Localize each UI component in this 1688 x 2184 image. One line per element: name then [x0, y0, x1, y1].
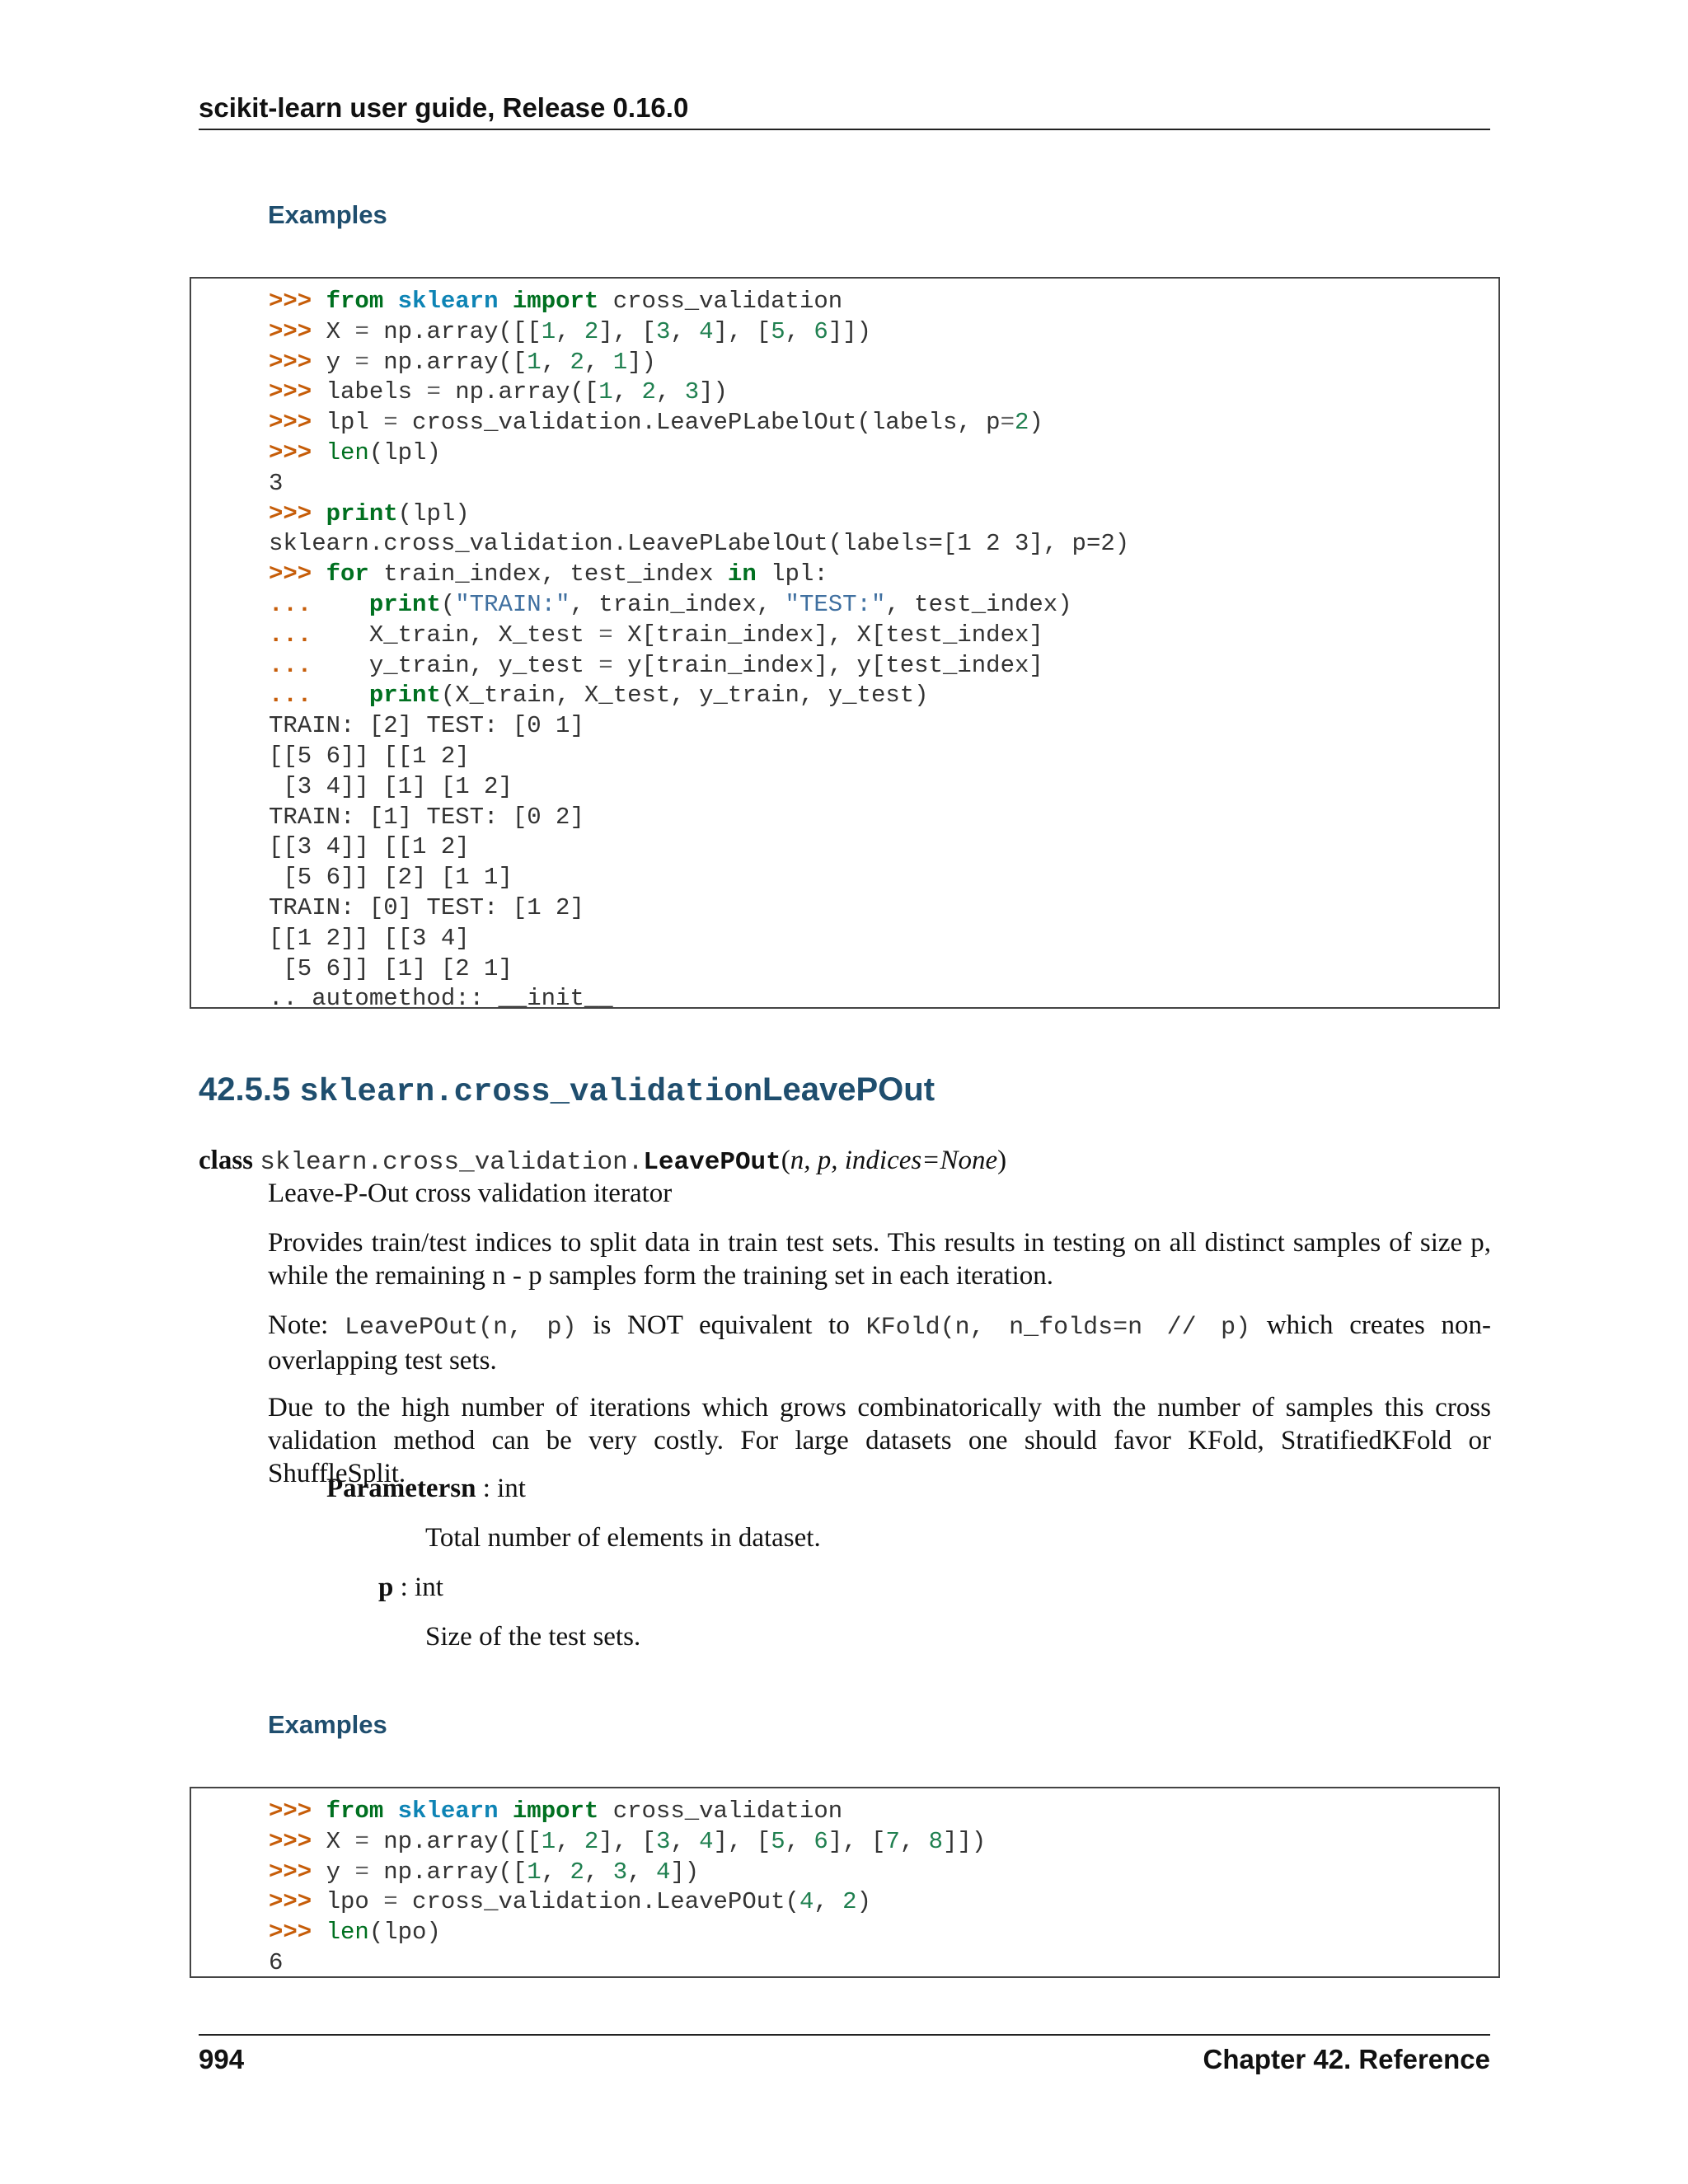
code-token: 2: [641, 378, 656, 406]
code-token: 2: [842, 1888, 857, 1916]
param-p-type: : int: [393, 1572, 443, 1602]
code-token: ], [: [598, 317, 656, 345]
code-token: ,: [556, 317, 584, 345]
code-line: [269, 863, 1498, 893]
code-token: print: [326, 499, 398, 527]
code-token: >>>: [269, 1797, 326, 1825]
code-token: 3: [655, 317, 671, 345]
code-token: [383, 1797, 397, 1825]
code-token: import: [512, 1797, 599, 1825]
code-token: cross_validation.LeavePLabelOut(labels, p: [397, 409, 1001, 437]
code-token: cross_validation.LeavePOut(: [397, 1888, 799, 1916]
note-mid: is NOT equivalent to: [576, 1310, 866, 1340]
description-paragraph-1: Provides train/test indices to split data in train test sets. This results in testing on all distinct samples of size p, while the remaining n - p samples form the training set in each iteration.: [268, 1228, 1491, 1291]
code-token: sklearn: [397, 1797, 499, 1825]
code-token: =: [354, 317, 369, 345]
code-line: [269, 287, 1498, 317]
code-token: "TEST:": [785, 590, 886, 618]
code-token: >>>: [269, 378, 326, 406]
code-token: [5 6]] [1] [2 1]: [269, 954, 513, 982]
code-token: y_train, y_test: [326, 651, 599, 679]
code-token: train_index, test_index: [368, 560, 728, 588]
code-token: ): [856, 1888, 871, 1916]
code-line: [269, 832, 1498, 863]
code-token: [498, 1797, 512, 1825]
code-line: [269, 1858, 1498, 1888]
parameters-label: Parameters: [326, 1474, 462, 1503]
code-token: ]): [670, 1858, 700, 1886]
code-token: ], [: [713, 1827, 771, 1855]
code-line: [269, 499, 1498, 530]
code-token: ,: [670, 1827, 700, 1855]
code-token: =: [383, 409, 398, 437]
code-line: [269, 621, 1498, 651]
code-token: ,: [670, 317, 700, 345]
code-line: [269, 742, 1498, 772]
code-line: [269, 590, 1498, 621]
code-line: [269, 803, 1498, 833]
code-token: 8: [928, 1827, 944, 1855]
code-token: 4: [799, 1888, 814, 1916]
code-token: X: [326, 317, 355, 345]
code-token: lpl: [326, 409, 384, 437]
code-line: [269, 529, 1498, 560]
code-token: [326, 682, 369, 709]
code-token: ,: [814, 1888, 843, 1916]
class-summary: Leave-P-Out cross validation iterator: [268, 1179, 673, 1208]
code-token: np.array([: [368, 348, 528, 376]
param-n-description: Total number of elements in dataset.: [425, 1523, 821, 1553]
code-line: [269, 1827, 1498, 1858]
code-token: 5: [771, 1827, 785, 1855]
code-token: y: [326, 348, 355, 376]
code-token: =: [598, 651, 613, 679]
note-code-leavepout: LeavePOut(n, p): [345, 1314, 577, 1342]
code-token: cross_validation: [598, 1797, 843, 1825]
section-number: 42.5.5: [199, 1071, 291, 1108]
code-token: TRAIN: [1] TEST: [0 2]: [269, 803, 584, 831]
code-token: >>>: [269, 1888, 326, 1916]
description-paragraph-3: Due to the high number of iterations which grows combinatorically with the number of samples this cross validation method can be very costly. For large datasets one should favor KFold, StratifiedKFold or ShuffleSplit.: [268, 1393, 1491, 1488]
code-line: [269, 317, 1498, 348]
code-token: (X_train, X_test, y_train, y_test): [440, 682, 929, 710]
code-token: 3: [612, 1858, 628, 1886]
code-token: =: [598, 621, 613, 649]
code-token: 3: [655, 1827, 671, 1855]
code-token: 3: [684, 378, 700, 406]
note-paragraph: [268, 1309, 1491, 1377]
code-token: [498, 288, 512, 315]
code-token: >>>: [269, 409, 326, 437]
note-prefix: Note:: [268, 1310, 345, 1340]
code-token: ,: [556, 1827, 584, 1855]
code-token: ], [: [598, 1827, 656, 1855]
code-token: X[train_index], X[test_index]: [612, 621, 1043, 649]
code-token: [383, 288, 397, 315]
code-line: [269, 772, 1498, 803]
code-token: [[3 4]] [[1 2]: [269, 833, 470, 861]
code-line: [269, 560, 1498, 590]
code-token: in: [727, 560, 757, 588]
code-token: ]]): [943, 1827, 987, 1855]
code-token: ,: [584, 1858, 613, 1886]
code-token: lpl:: [756, 560, 828, 588]
code-token: 7: [885, 1827, 900, 1855]
code-token: (: [440, 590, 456, 618]
code-token: >>>: [269, 1919, 326, 1947]
code-block-1: [190, 277, 1500, 1013]
code-token: [[1 2]] [[3 4]: [269, 924, 470, 952]
code-token: [3 4]] [1] [1 2]: [269, 772, 513, 800]
code-token: y[train_index], y[test_index]: [612, 651, 1043, 679]
code-line: [269, 984, 1498, 1015]
running-header: [199, 92, 1490, 130]
code-token: TRAIN: [2] TEST: [0 1]: [269, 712, 584, 740]
code-token: ,: [655, 378, 685, 406]
code-token: cross_validation: [598, 288, 843, 315]
code-token: np.array([[: [368, 1827, 542, 1855]
code-token: >>>: [269, 1858, 326, 1886]
code-token: 2: [1014, 409, 1029, 437]
code-token: 1: [612, 348, 628, 376]
code-token: >>>: [269, 317, 326, 345]
code-token: (lpo): [368, 1919, 441, 1947]
code-token: TRAIN: [0] TEST: [1 2]: [269, 893, 584, 921]
code-token: ,: [612, 378, 642, 406]
code-token: 2: [570, 1858, 584, 1886]
param-p-row: [378, 1572, 443, 1603]
code-token: 5: [771, 317, 785, 345]
code-line: [269, 711, 1498, 742]
code-token: from: [326, 1797, 384, 1825]
signature-name: LeavePOut: [643, 1148, 781, 1177]
code-line: [269, 377, 1498, 408]
class-keyword: class: [199, 1146, 253, 1175]
code-line: [269, 1887, 1498, 1918]
code-token: ,: [541, 348, 570, 376]
code-token: from: [326, 288, 384, 315]
code-token: ): [1029, 409, 1043, 437]
signature-module: sklearn.cross_validation.: [260, 1148, 644, 1177]
chapter-label: Chapter 42. Reference: [1203, 2044, 1490, 2074]
code-token: (lpl): [368, 438, 441, 466]
code-line: [269, 348, 1498, 378]
code-token: 1: [527, 1858, 542, 1886]
code-token: 2: [570, 348, 584, 376]
class-signature: [199, 1146, 1006, 1177]
code-token: .. automethod:: __init__: [269, 985, 613, 1013]
code-token: np.array([[: [368, 317, 542, 345]
code-token: =: [1000, 409, 1015, 437]
code-token: , train_index,: [570, 590, 785, 618]
code-token: 6: [814, 1827, 828, 1855]
code-token: (lpl): [397, 499, 470, 527]
code-token: 2: [584, 317, 599, 345]
code-token: ...: [269, 651, 326, 679]
code-token: ,: [899, 1827, 929, 1855]
code-token: ]]): [828, 317, 872, 345]
code-token: print: [368, 682, 441, 710]
code-token: [5 6]] [2] [1 1]: [269, 864, 513, 892]
code-token: y: [326, 1858, 355, 1886]
code-token: print: [368, 590, 441, 618]
code-token: ], [: [828, 1827, 886, 1855]
code-token: 6: [269, 1948, 284, 1976]
examples-heading-2: Examples: [268, 1710, 387, 1739]
code-token: 1: [541, 317, 556, 345]
code-token: "TRAIN:": [455, 590, 570, 618]
code-token: ,: [584, 348, 613, 376]
code-token: ,: [541, 1858, 570, 1886]
header-title: scikit-learn user guide, Release 0.16.0: [199, 92, 689, 123]
code-line: [269, 681, 1498, 711]
code-token: >>>: [269, 499, 326, 527]
section-name: LeavePOut: [762, 1071, 935, 1108]
code-token: np.array([: [368, 1858, 528, 1886]
code-token: lpo: [326, 1888, 384, 1916]
page-number: 994: [199, 2044, 245, 2074]
param-p-name: p: [378, 1572, 394, 1602]
note-suffix: which creates non-overlapping test sets.: [268, 1310, 1491, 1376]
code-token: ]): [699, 378, 728, 406]
code-token: ,: [785, 1827, 814, 1855]
code-token: [326, 591, 369, 618]
param-n-name: n: [461, 1474, 476, 1503]
code-token: sklearn: [397, 288, 499, 315]
param-p-description: Size of the test sets.: [425, 1622, 641, 1652]
examples-heading-1: Examples: [268, 200, 387, 229]
code-token: ,: [627, 1858, 656, 1886]
code-line: [269, 408, 1498, 438]
code-token: >>>: [269, 288, 326, 315]
code-token: np.array([: [440, 378, 599, 406]
code-token: >>>: [269, 348, 326, 376]
code-token: len: [326, 438, 369, 466]
code-token: X: [326, 1827, 355, 1855]
code-line: [269, 1918, 1498, 1948]
note-code-kfold: KFold(n, n_folds=n // p): [865, 1314, 1251, 1342]
code-line: [269, 651, 1498, 682]
code-token: 3: [269, 469, 284, 497]
page-footer: [199, 2034, 1490, 2075]
code-line: [269, 893, 1498, 924]
code-line: [269, 1948, 1498, 1979]
code-token: 4: [655, 1858, 671, 1886]
code-line: [269, 469, 1498, 499]
code-token: import: [512, 288, 599, 315]
code-token: >>>: [269, 438, 326, 466]
code-line: [269, 924, 1498, 954]
code-token: =: [354, 348, 369, 376]
code-token: ,: [785, 317, 814, 345]
code-token: 1: [598, 378, 613, 406]
section-module: sklearn.cross_validation: [299, 1074, 763, 1110]
code-token: 4: [699, 1827, 714, 1855]
code-line: [269, 1797, 1498, 1827]
code-token: sklearn.cross_validation.LeavePLabelOut(labels=[1 2 3], p=2): [269, 530, 1130, 558]
code-token: 1: [541, 1827, 556, 1855]
code-token: ...: [269, 621, 326, 649]
code-token: ...: [269, 590, 326, 618]
code-token: ]): [627, 348, 656, 376]
code-token: =: [426, 378, 441, 406]
code-token: labels: [326, 378, 427, 406]
code-token: =: [354, 1827, 369, 1855]
code-block-2: [190, 1787, 1500, 1978]
signature-open-paren: (: [781, 1146, 790, 1175]
signature-args: n, p, indices=None: [790, 1146, 998, 1175]
section-heading: [199, 1071, 935, 1110]
code-line: [269, 954, 1498, 985]
code-token: for: [326, 560, 369, 588]
signature-close-paren: ): [997, 1146, 1007, 1175]
code-token: >>>: [269, 560, 326, 588]
param-n-row: [326, 1474, 526, 1504]
param-n-type: : int: [476, 1474, 526, 1503]
code-token: 1: [527, 348, 542, 376]
code-token: len: [326, 1919, 369, 1947]
code-token: [[5 6]] [[1 2]: [269, 742, 470, 770]
code-token: , test_index): [885, 590, 1072, 618]
code-token: 4: [699, 317, 714, 345]
code-token: >>>: [269, 1827, 326, 1855]
code-token: =: [383, 1888, 398, 1916]
code-token: ], [: [713, 317, 771, 345]
code-line: [269, 438, 1498, 469]
code-token: 2: [584, 1827, 599, 1855]
code-token: =: [354, 1858, 369, 1886]
code-token: ...: [269, 682, 326, 710]
code-token: 6: [814, 317, 828, 345]
code-token: X_train, X_test: [326, 621, 599, 649]
